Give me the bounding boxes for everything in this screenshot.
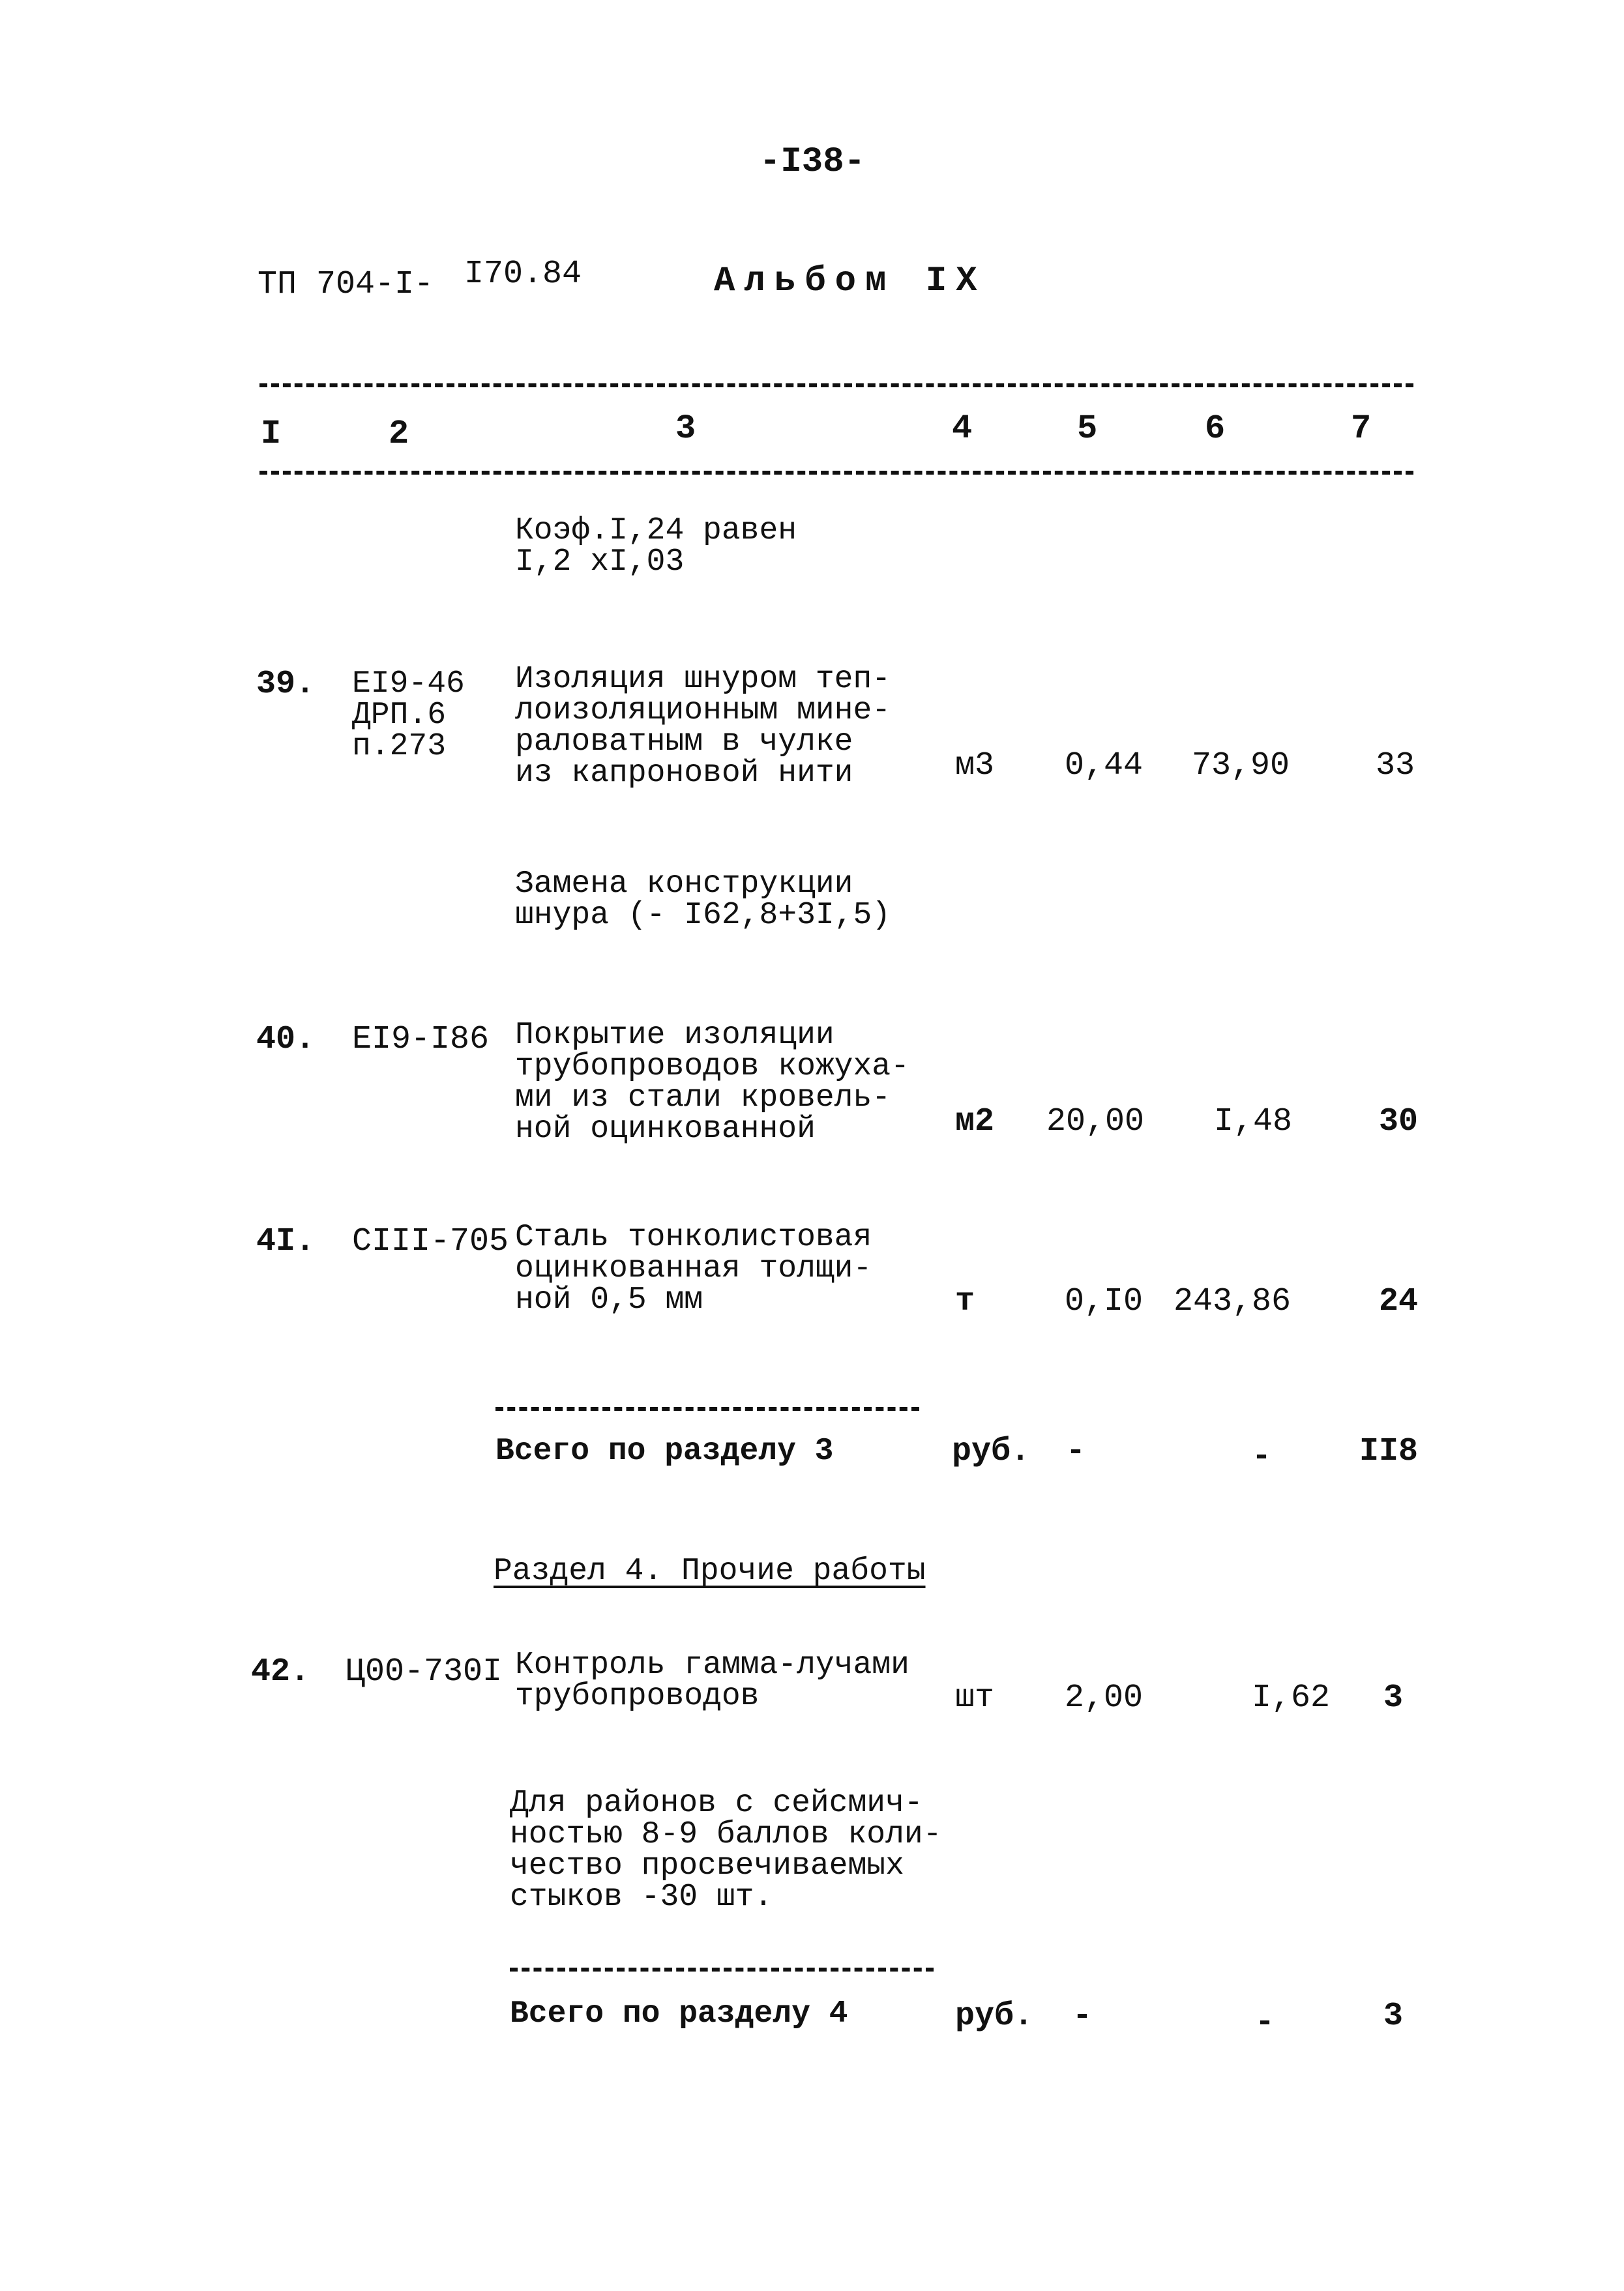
note-line: стыков -30 шт.: [510, 1880, 773, 1915]
desc-line: из капроновой нити: [515, 756, 853, 791]
row-40-unit: м2: [955, 1103, 995, 1140]
code-line: п.273: [352, 729, 447, 764]
header-rule-bottom: [259, 471, 1413, 475]
row-42-num: 42.: [251, 1653, 310, 1691]
subtotal-rule-4: [510, 1968, 934, 1972]
total-3-label: Всего по разделу 3: [495, 1434, 834, 1469]
desc-line: Контроль гамма-лучами: [515, 1648, 909, 1683]
section-4-title: Раздел 4. Прочие работы: [494, 1554, 926, 1589]
note-line: чество просвечиваемых: [510, 1848, 904, 1884]
row-41-unit: т: [955, 1283, 975, 1320]
row-41-desc: [515, 1222, 872, 1316]
subtotal-rule-3: [495, 1407, 919, 1411]
col-header-4: 4: [952, 409, 973, 448]
desc-line: оцинкованная толщи-: [515, 1251, 872, 1286]
desc-line: трубопроводов: [515, 1679, 760, 1714]
row-39-unit: м3: [955, 747, 995, 784]
col-header-5: 5: [1077, 409, 1098, 448]
desc-line: ной 0,5 мм: [515, 1282, 703, 1318]
col-header-7: 7: [1351, 409, 1372, 448]
col-header-2: 2: [389, 415, 409, 453]
row-40-num: 40.: [256, 1021, 316, 1058]
desc-line: Изоляция шнуром теп-: [515, 662, 891, 697]
coefficient-note: [515, 515, 797, 578]
row-41-code: CIII-705: [352, 1223, 509, 1260]
note-line: ностью 8-9 баллов коли-: [510, 1817, 942, 1852]
row-42-qty: 2,00: [1065, 1679, 1144, 1717]
row-40-qty: 20,00: [1046, 1103, 1145, 1140]
row-41-qty: 0,I0: [1065, 1283, 1144, 1320]
row-40-price: I,48: [1214, 1103, 1293, 1140]
row-39-qty: 0,44: [1065, 747, 1144, 784]
note-line: Замена конструкции: [515, 866, 853, 902]
desc-line: ми из стали кровель-: [515, 1080, 891, 1116]
desc-line: лоизоляционным мине-: [515, 693, 891, 728]
row-41-price: 243,86: [1174, 1283, 1292, 1320]
row-40-code: EI9-I86: [352, 1021, 490, 1058]
note-line: шнура (- I62,8+3I,5): [515, 898, 891, 933]
total-4-qty: -: [1072, 1998, 1093, 2035]
row-41-num: 4I.: [256, 1223, 316, 1260]
page-number: -I38-: [760, 142, 866, 182]
desc-line: Сталь тонколистовая: [515, 1220, 872, 1255]
note-line: Коэф.I,24 равен: [515, 513, 797, 548]
total-3-total: II8: [1359, 1433, 1419, 1470]
row-40-total: 30: [1379, 1103, 1419, 1140]
row-42-code: Ц00-730I: [346, 1653, 503, 1691]
row-42-total: 3: [1383, 1679, 1404, 1717]
col-header-3: 3: [675, 409, 696, 448]
row-42-price: I,62: [1252, 1679, 1331, 1717]
row-39-desc: [515, 664, 891, 789]
project-code: ТП 704-I-: [258, 266, 434, 303]
desc-line: Покрытие изоляции: [515, 1018, 834, 1053]
row-42-desc: [515, 1649, 909, 1712]
col-header-1: I: [261, 415, 282, 453]
row-42-unit: шт: [955, 1679, 995, 1717]
row-39-total: 33: [1376, 747, 1415, 784]
note-line: Для районов с сейсмич-: [510, 1786, 923, 1821]
total-4-unit: руб.: [955, 1998, 1034, 2035]
row-40-desc: [515, 1020, 909, 1145]
row-39-price: 73,90: [1192, 747, 1290, 784]
total-3-unit: руб.: [952, 1433, 1031, 1470]
total-3-price: -: [1252, 1438, 1272, 1475]
total-4-label: Всего по разделу 4: [510, 1996, 848, 2032]
total-4-price: -: [1255, 2004, 1275, 2041]
code-line: EI9-46: [352, 666, 465, 702]
col-header-6: 6: [1205, 409, 1226, 448]
seismic-note: [510, 1788, 942, 1913]
row-41-total: 24: [1379, 1283, 1419, 1320]
total-4-total: 3: [1383, 1998, 1404, 2035]
total-3-qty: -: [1066, 1433, 1086, 1470]
note-line: I,2 xI,03: [515, 544, 685, 580]
row-39-code: [352, 668, 465, 762]
desc-line: трубопроводов кожуха-: [515, 1049, 909, 1084]
project-number: I70.84: [464, 256, 582, 293]
header-rule-top: [259, 383, 1413, 387]
code-line: ДРП.6: [352, 698, 447, 733]
desc-line: ной оцинкованной: [515, 1112, 816, 1147]
replacement-note: [515, 868, 891, 931]
row-39-num: 39.: [256, 666, 316, 703]
desc-line: раловатным в чулке: [515, 724, 853, 760]
album-label: Альбом IX: [714, 261, 986, 301]
